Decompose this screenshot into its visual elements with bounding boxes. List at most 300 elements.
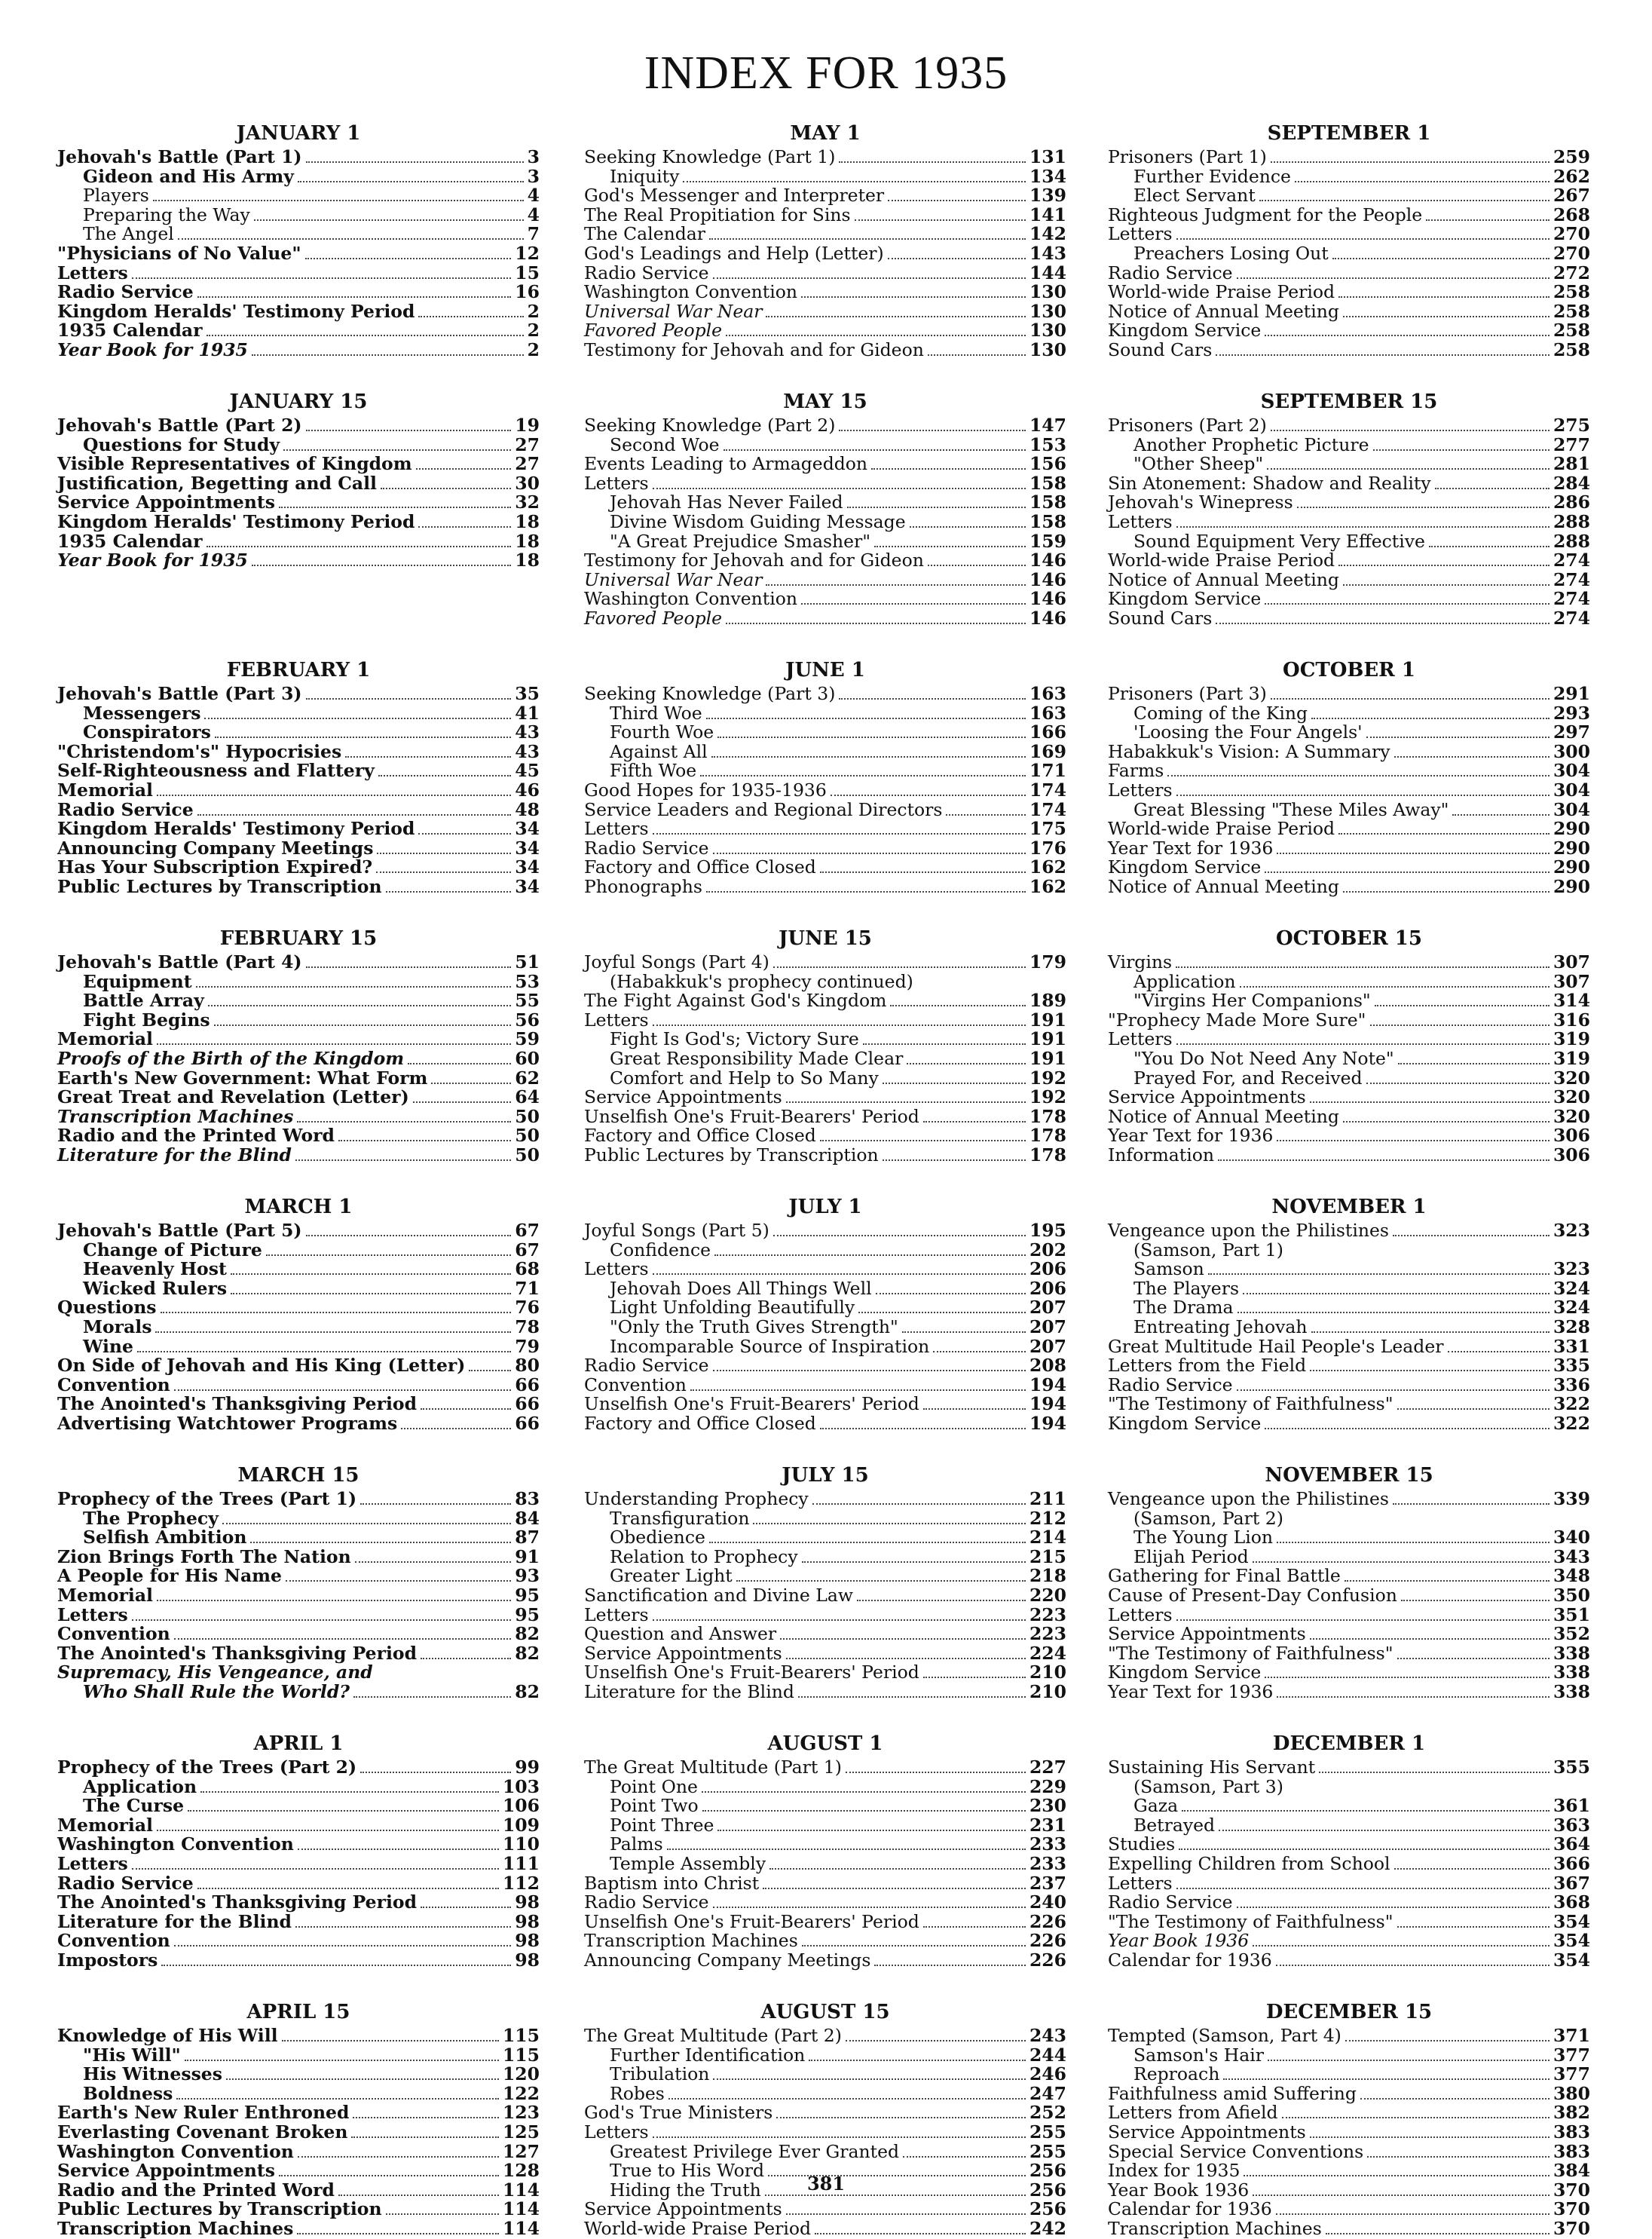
entry-page: 307 bbox=[1553, 970, 1590, 992]
leader-dots bbox=[185, 2060, 499, 2061]
entry-title: Elijah Period bbox=[1133, 1545, 1249, 1567]
entry-title: Factory and Office Closed bbox=[584, 1412, 816, 1434]
leader-dots bbox=[298, 1848, 499, 1850]
index-entry bbox=[57, 875, 540, 897]
index-section bbox=[584, 389, 1066, 629]
leader-dots bbox=[353, 2117, 499, 2118]
leader-dots bbox=[250, 1542, 511, 1543]
entry-page: 18 bbox=[515, 550, 540, 571]
leader-dots bbox=[798, 1696, 1026, 1698]
entry-title: Calendar for 1936 bbox=[1108, 1949, 1272, 1971]
entry-title: Gideon and His Army bbox=[83, 165, 294, 187]
leader-dots bbox=[1375, 1005, 1550, 1006]
leader-dots bbox=[378, 775, 512, 776]
leader-dots bbox=[711, 756, 1026, 758]
entry-page: 207 bbox=[1029, 1335, 1066, 1357]
entry-page: 53 bbox=[515, 970, 540, 992]
entry-title: Visible Representatives of Kingdom bbox=[57, 453, 412, 475]
entry-title: Samson's Hair bbox=[1133, 2044, 1264, 2066]
index-section bbox=[57, 1463, 540, 1702]
leader-dots bbox=[786, 1658, 1026, 1659]
entry-page: 98 bbox=[515, 1910, 540, 1932]
entry-page: 354 bbox=[1553, 1910, 1590, 1932]
index-entry bbox=[1108, 551, 1590, 571]
index-entry bbox=[584, 1088, 1066, 1107]
leader-dots bbox=[1216, 623, 1550, 624]
leader-dots bbox=[1338, 296, 1550, 298]
entry-title: Confidence bbox=[610, 1239, 711, 1260]
entry-page: 82 bbox=[515, 1642, 540, 1664]
entry-page: 314 bbox=[1553, 990, 1590, 1012]
leader-dots bbox=[204, 718, 511, 719]
index-entry bbox=[1108, 1586, 1590, 1606]
entry-page: 71 bbox=[515, 1277, 540, 1299]
entry-title: Universal War Near bbox=[584, 300, 763, 322]
index-section bbox=[57, 657, 540, 897]
index-entry bbox=[1108, 2200, 1590, 2219]
entry-title: Factory and Office Closed bbox=[584, 856, 816, 878]
entry-title: Reproach bbox=[1133, 2063, 1220, 2085]
entry-title: Gaza bbox=[1133, 1795, 1179, 1817]
entry-title: Letters bbox=[57, 1603, 128, 1625]
entry-title: (Habakkuk's prophecy continued) bbox=[610, 970, 913, 992]
leader-dots bbox=[815, 2233, 1026, 2234]
entry-title: Washington Convention bbox=[584, 281, 798, 303]
leader-dots bbox=[923, 1408, 1026, 1410]
entry-page: 43 bbox=[515, 721, 540, 743]
index-subentry bbox=[584, 740, 1066, 762]
entry-page: 363 bbox=[1553, 1814, 1590, 1836]
entry-title: Hiding the Truth bbox=[610, 2179, 761, 2201]
entry-title: Another Prophetic Picture bbox=[1133, 433, 1369, 455]
index-entry bbox=[1108, 1088, 1590, 1107]
leader-dots bbox=[773, 966, 1026, 968]
entry-title: Jehovah's Winepress bbox=[1108, 492, 1293, 513]
entry-title: Fight Is God's; Victory Sure bbox=[610, 1028, 859, 1050]
entry-title: The Angel bbox=[83, 223, 174, 245]
entry-title: "Only the Truth Gives Strength" bbox=[610, 1316, 898, 1337]
index-entry bbox=[584, 685, 1066, 704]
leader-dots bbox=[1310, 1638, 1550, 1640]
leader-dots bbox=[215, 737, 511, 738]
entry-page: 35 bbox=[515, 683, 540, 704]
index-entry bbox=[57, 2200, 540, 2219]
entry-title: Earth's New Ruler Enthroned bbox=[57, 2102, 350, 2124]
entry-title: God's Leadings and Help (Letter) bbox=[584, 242, 884, 264]
entry-title: Seeking Knowledge (Part 2) bbox=[584, 415, 836, 436]
entry-page: 156 bbox=[1029, 453, 1066, 475]
entry-page: 291 bbox=[1553, 683, 1590, 704]
entry-page: 336 bbox=[1553, 1374, 1590, 1395]
index-entry bbox=[1108, 510, 1590, 532]
entry-page: 354 bbox=[1553, 1949, 1590, 1971]
entry-page: 158 bbox=[1029, 492, 1066, 513]
index-entry bbox=[57, 1567, 540, 1586]
index-entry bbox=[584, 1126, 1066, 1146]
index-section bbox=[57, 1999, 540, 2239]
entry-page: 4 bbox=[527, 204, 540, 225]
leader-dots bbox=[161, 1312, 512, 1313]
index-section bbox=[584, 926, 1066, 1165]
entry-title: Kingdom Service bbox=[1108, 588, 1262, 610]
entry-page: 178 bbox=[1029, 1125, 1066, 1147]
entry-title: Jehovah's Battle (Part 4) bbox=[57, 951, 302, 972]
entry-page: 115 bbox=[502, 2044, 540, 2066]
leader-dots bbox=[717, 737, 1026, 738]
entry-title: "Physicians of No Value" bbox=[57, 242, 301, 264]
entry-title: Joyful Songs (Part 5) bbox=[584, 1220, 769, 1241]
leader-dots bbox=[298, 2156, 499, 2158]
leader-dots bbox=[298, 181, 524, 182]
index-entry bbox=[1108, 416, 1590, 436]
entry-title: Messengers bbox=[83, 702, 201, 724]
leader-dots bbox=[360, 1772, 511, 1773]
entry-title: Equipment bbox=[83, 970, 192, 992]
entry-title: Literature for the Blind bbox=[57, 1910, 292, 1932]
index-entry bbox=[584, 1625, 1066, 1644]
index-subentry bbox=[584, 1069, 1066, 1089]
entry-page: 192 bbox=[1029, 1067, 1066, 1089]
leader-dots bbox=[1297, 507, 1550, 508]
index-entry bbox=[1108, 2026, 1590, 2046]
entry-page: 364 bbox=[1553, 1833, 1590, 1855]
index-entry bbox=[1108, 1356, 1590, 1376]
entry-title: Radio Service bbox=[1108, 1374, 1233, 1395]
entry-title: The Great Multitude (Part 2) bbox=[584, 2025, 842, 2046]
leader-dots bbox=[345, 756, 511, 758]
entry-page: 27 bbox=[515, 433, 540, 455]
entry-title: Fourth Woe bbox=[610, 721, 714, 743]
entry-title: Index for 1935 bbox=[1108, 2160, 1241, 2182]
leader-dots bbox=[706, 891, 1026, 893]
index-entry bbox=[57, 1893, 540, 1913]
entry-title: "The Testimony of Faithfulness" bbox=[1108, 1642, 1393, 1664]
index-section bbox=[57, 389, 540, 571]
leader-dots bbox=[1319, 1772, 1550, 1773]
entry-page: 290 bbox=[1553, 856, 1590, 878]
entry-page: 319 bbox=[1553, 1047, 1590, 1069]
entry-page: 340 bbox=[1553, 1527, 1590, 1548]
index-entry bbox=[1108, 1376, 1590, 1395]
index-entry bbox=[57, 1545, 540, 1567]
entry-title: Notice of Annual Meeting bbox=[1108, 875, 1339, 897]
entry-page: 178 bbox=[1029, 1105, 1066, 1127]
entry-title: The Drama bbox=[1133, 1297, 1234, 1319]
leader-dots bbox=[888, 258, 1026, 259]
index-entry bbox=[57, 551, 540, 571]
index-subentry bbox=[584, 1279, 1066, 1299]
section-heading: AUGUST 1 bbox=[767, 1732, 883, 1755]
index-entry bbox=[1108, 1567, 1590, 1586]
index-subentry bbox=[584, 1509, 1066, 1529]
index-entry bbox=[584, 206, 1066, 225]
index-entry bbox=[1108, 493, 1590, 513]
index-subentry bbox=[1108, 1241, 1590, 1260]
index-subentry bbox=[57, 206, 540, 225]
entry-title: God's Messenger and Interpreter bbox=[584, 185, 885, 207]
leader-dots bbox=[266, 1254, 511, 1256]
index-subentry bbox=[584, 1298, 1066, 1318]
entry-title: Change of Picture bbox=[83, 1239, 262, 1260]
leader-dots bbox=[1310, 1370, 1550, 1371]
entry-page: 66 bbox=[515, 1393, 540, 1415]
entry-title: Seeking Knowledge (Part 3) bbox=[584, 683, 836, 704]
entry-page: 30 bbox=[515, 472, 540, 494]
entry-title: Letters from the Field bbox=[1108, 1355, 1307, 1377]
leader-dots bbox=[214, 1025, 512, 1026]
leader-dots bbox=[418, 833, 511, 835]
entry-page: 233 bbox=[1029, 1833, 1066, 1855]
index-subentry bbox=[584, 433, 1066, 455]
leader-dots bbox=[766, 584, 1025, 586]
index-entry bbox=[584, 264, 1066, 283]
entry-title: Service Appointments bbox=[57, 492, 275, 513]
leader-dots bbox=[846, 2040, 1026, 2041]
entry-title: World-wide Praise Period bbox=[584, 2217, 812, 2239]
entry-page: 195 bbox=[1029, 1220, 1066, 1241]
leader-dots bbox=[1219, 1830, 1550, 1831]
leader-dots bbox=[1271, 430, 1550, 431]
entry-title: Notice of Annual Meeting bbox=[1108, 1105, 1339, 1127]
leader-dots bbox=[717, 1830, 1026, 1831]
entry-title: "Other Sheep" bbox=[1133, 453, 1264, 475]
entry-page: 66 bbox=[515, 1412, 540, 1434]
entry-title: Letters bbox=[1108, 1872, 1173, 1894]
index-section bbox=[1108, 1194, 1590, 1434]
entry-page: 215 bbox=[1029, 1545, 1066, 1567]
index-entry bbox=[57, 1644, 540, 1664]
entry-title: Cause of Present-Day Confusion bbox=[1108, 1584, 1397, 1606]
entry-title: Kingdom Service bbox=[1108, 1412, 1262, 1434]
entry-page: 114 bbox=[502, 2179, 540, 2201]
index-subentry bbox=[584, 2084, 1066, 2104]
leader-dots bbox=[306, 966, 512, 968]
leader-dots bbox=[1332, 258, 1550, 259]
entry-title: The Calendar bbox=[584, 223, 706, 245]
index-entry bbox=[584, 875, 1066, 897]
entry-title: Wine bbox=[83, 1335, 133, 1357]
leader-dots bbox=[846, 1772, 1026, 1773]
entry-page: 18 bbox=[515, 530, 540, 552]
entry-title: Preparing the Way bbox=[83, 204, 250, 225]
leader-dots bbox=[858, 1312, 1026, 1313]
entry-page: 226 bbox=[1029, 1930, 1066, 1952]
index-subentry bbox=[57, 1260, 540, 1279]
leader-dots bbox=[174, 1638, 512, 1640]
entry-page: 3 bbox=[527, 146, 540, 167]
section-heading: APRIL 1 bbox=[253, 1732, 344, 1755]
entry-title: Knowledge of His Will bbox=[57, 2025, 278, 2046]
index-entry bbox=[584, 1376, 1066, 1395]
leader-dots bbox=[1277, 853, 1550, 854]
index-subentry bbox=[584, 1775, 1066, 1797]
index-entry bbox=[1108, 321, 1590, 341]
entry-title: Prophecy of the Trees (Part 2) bbox=[57, 1757, 357, 1778]
entry-page: 290 bbox=[1553, 818, 1590, 840]
entry-page: 293 bbox=[1553, 702, 1590, 724]
leader-dots bbox=[890, 1005, 1026, 1006]
index-subentry bbox=[584, 1049, 1066, 1069]
leader-dots bbox=[928, 565, 1026, 566]
entry-page: 163 bbox=[1029, 683, 1066, 704]
entry-title: Questions for Study bbox=[83, 433, 280, 455]
leader-dots bbox=[408, 1063, 511, 1064]
index-entry bbox=[57, 493, 540, 513]
section-heading: MARCH 1 bbox=[244, 1196, 353, 1218]
entry-title: Information bbox=[1108, 1144, 1215, 1165]
leader-dots bbox=[1366, 1083, 1550, 1084]
entry-title: Announcing Company Meetings bbox=[57, 837, 374, 859]
entry-title: Transcription Machines bbox=[1108, 2217, 1322, 2239]
entry-page: 206 bbox=[1029, 1258, 1066, 1280]
index-entry bbox=[57, 1376, 540, 1395]
entry-page: 98 bbox=[515, 1930, 540, 1952]
index-entry bbox=[584, 2200, 1066, 2219]
entry-title: Radio Service bbox=[1108, 1891, 1233, 1913]
entry-page: 76 bbox=[515, 1297, 540, 1319]
entry-title: Phonographs bbox=[584, 875, 702, 897]
entry-page: 300 bbox=[1553, 740, 1590, 762]
entry-page: 288 bbox=[1553, 510, 1590, 532]
leader-dots bbox=[295, 1159, 511, 1161]
entry-title: Battle Array bbox=[83, 990, 204, 1012]
entry-title: Public Lectures by Transcription bbox=[57, 875, 382, 897]
entry-page: 93 bbox=[515, 1565, 540, 1587]
entry-page: 210 bbox=[1029, 1662, 1066, 1683]
leader-dots bbox=[653, 833, 1026, 835]
leader-dots bbox=[765, 2195, 1026, 2196]
entry-title: Radio Service bbox=[584, 262, 709, 283]
index-entry bbox=[57, 1126, 540, 1146]
index-entry bbox=[57, 1395, 540, 1414]
entry-page: 274 bbox=[1553, 568, 1590, 590]
leader-dots bbox=[809, 2060, 1026, 2061]
section-heading: APRIL 15 bbox=[246, 2001, 350, 2023]
entry-page: 307 bbox=[1553, 951, 1590, 972]
section-heading: MAY 1 bbox=[790, 122, 861, 145]
index-entry bbox=[57, 685, 540, 704]
entry-page: 34 bbox=[515, 818, 540, 840]
entry-page: 50 bbox=[515, 1125, 540, 1147]
index-entry bbox=[584, 2219, 1066, 2239]
leader-dots bbox=[252, 565, 511, 566]
index-entry bbox=[57, 1490, 540, 1509]
leader-dots bbox=[161, 1965, 511, 1966]
leader-dots bbox=[702, 1791, 1026, 1793]
index-entry bbox=[584, 148, 1066, 167]
index-entry bbox=[1108, 875, 1590, 897]
section-heading: SEPTEMBER 15 bbox=[1260, 391, 1438, 413]
leader-dots bbox=[923, 1926, 1026, 1928]
entry-title: Washington Convention bbox=[57, 1833, 294, 1855]
index-entry bbox=[584, 1910, 1066, 1932]
leader-dots bbox=[1265, 603, 1550, 605]
leader-dots bbox=[780, 1638, 1026, 1640]
leader-dots bbox=[132, 1868, 499, 1870]
leader-dots bbox=[1448, 1351, 1550, 1352]
entry-page: 268 bbox=[1553, 204, 1590, 225]
entry-page: 207 bbox=[1029, 1297, 1066, 1319]
entry-title: "A Great Prejudice Smasher" bbox=[610, 530, 871, 552]
index-entry bbox=[1108, 1221, 1590, 1241]
index-entry bbox=[1108, 1910, 1590, 1932]
entry-title: Letters bbox=[57, 262, 128, 283]
index-entry bbox=[1108, 740, 1590, 762]
entry-title: The Fight Against God's Kingdom bbox=[584, 990, 887, 1012]
index-subentry bbox=[1108, 991, 1590, 1011]
entry-page: 84 bbox=[515, 1507, 540, 1529]
leader-dots bbox=[254, 219, 524, 221]
entry-title: Factory and Office Closed bbox=[584, 1125, 816, 1147]
index-entry bbox=[1108, 1414, 1590, 1434]
index-entry bbox=[57, 416, 540, 436]
leader-dots bbox=[196, 986, 512, 988]
entry-title: Unselfish One's Fruit-Bearers' Period bbox=[584, 1662, 919, 1683]
entry-page: 146 bbox=[1029, 607, 1066, 629]
index-entry bbox=[57, 1910, 540, 1932]
entry-page: 290 bbox=[1553, 875, 1590, 897]
leader-dots bbox=[176, 2098, 499, 2100]
index-subentry bbox=[57, 972, 540, 992]
index-entry bbox=[1108, 568, 1590, 590]
leader-dots bbox=[700, 775, 1026, 776]
entry-page: 324 bbox=[1553, 1277, 1590, 1299]
entry-page: 169 bbox=[1029, 740, 1066, 762]
leader-dots bbox=[831, 795, 1026, 796]
entry-title: Notice of Annual Meeting bbox=[1108, 300, 1339, 322]
index-entry bbox=[1108, 148, 1590, 167]
index-subentry bbox=[1108, 1298, 1590, 1318]
index-subentry bbox=[584, 1567, 1066, 1586]
index-entry bbox=[1108, 1758, 1590, 1778]
entry-page: 2 bbox=[527, 300, 540, 322]
entry-page: 87 bbox=[515, 1527, 540, 1548]
leader-dots bbox=[418, 526, 511, 528]
entry-page: 130 bbox=[1029, 338, 1066, 360]
entry-page: 233 bbox=[1029, 1852, 1066, 1874]
entry-title: Justification, Begetting and Call bbox=[57, 472, 377, 494]
index-subentry bbox=[57, 1011, 540, 1031]
section-heading: OCTOBER 15 bbox=[1276, 927, 1422, 950]
entry-page: 146 bbox=[1029, 588, 1066, 610]
leader-dots bbox=[1267, 468, 1550, 470]
leader-dots bbox=[863, 1043, 1026, 1045]
index-entry bbox=[57, 1603, 540, 1625]
entry-title: Year Book 1936 bbox=[1108, 2179, 1250, 2201]
entry-page: 114 bbox=[502, 2217, 540, 2239]
index-entry bbox=[584, 1356, 1066, 1376]
entry-title: Divine Wisdom Guiding Message bbox=[610, 510, 906, 532]
entry-title: Question and Answer bbox=[584, 1623, 777, 1645]
entry-page: 2 bbox=[527, 320, 540, 342]
index-entry bbox=[57, 1030, 540, 1049]
index-entry bbox=[584, 1893, 1066, 1913]
leader-dots bbox=[1182, 1810, 1550, 1812]
entry-page: 175 bbox=[1029, 818, 1066, 840]
entry-page: 224 bbox=[1029, 1642, 1066, 1664]
entry-title: Great Responsibility Made Clear bbox=[610, 1047, 904, 1069]
index-subentry bbox=[584, 2065, 1066, 2084]
index-subentry bbox=[1108, 723, 1590, 743]
index-entry bbox=[584, 1586, 1066, 1606]
section-heading: SEPTEMBER 1 bbox=[1267, 122, 1431, 145]
entry-title: Radio Service bbox=[584, 1355, 709, 1377]
leader-dots bbox=[1253, 1561, 1550, 1563]
leader-dots bbox=[786, 2213, 1026, 2215]
entry-title: The Great Multitude (Part 1) bbox=[584, 1757, 842, 1778]
index-entry bbox=[1108, 302, 1590, 322]
entry-title: Baptism into Christ bbox=[584, 1872, 760, 1894]
